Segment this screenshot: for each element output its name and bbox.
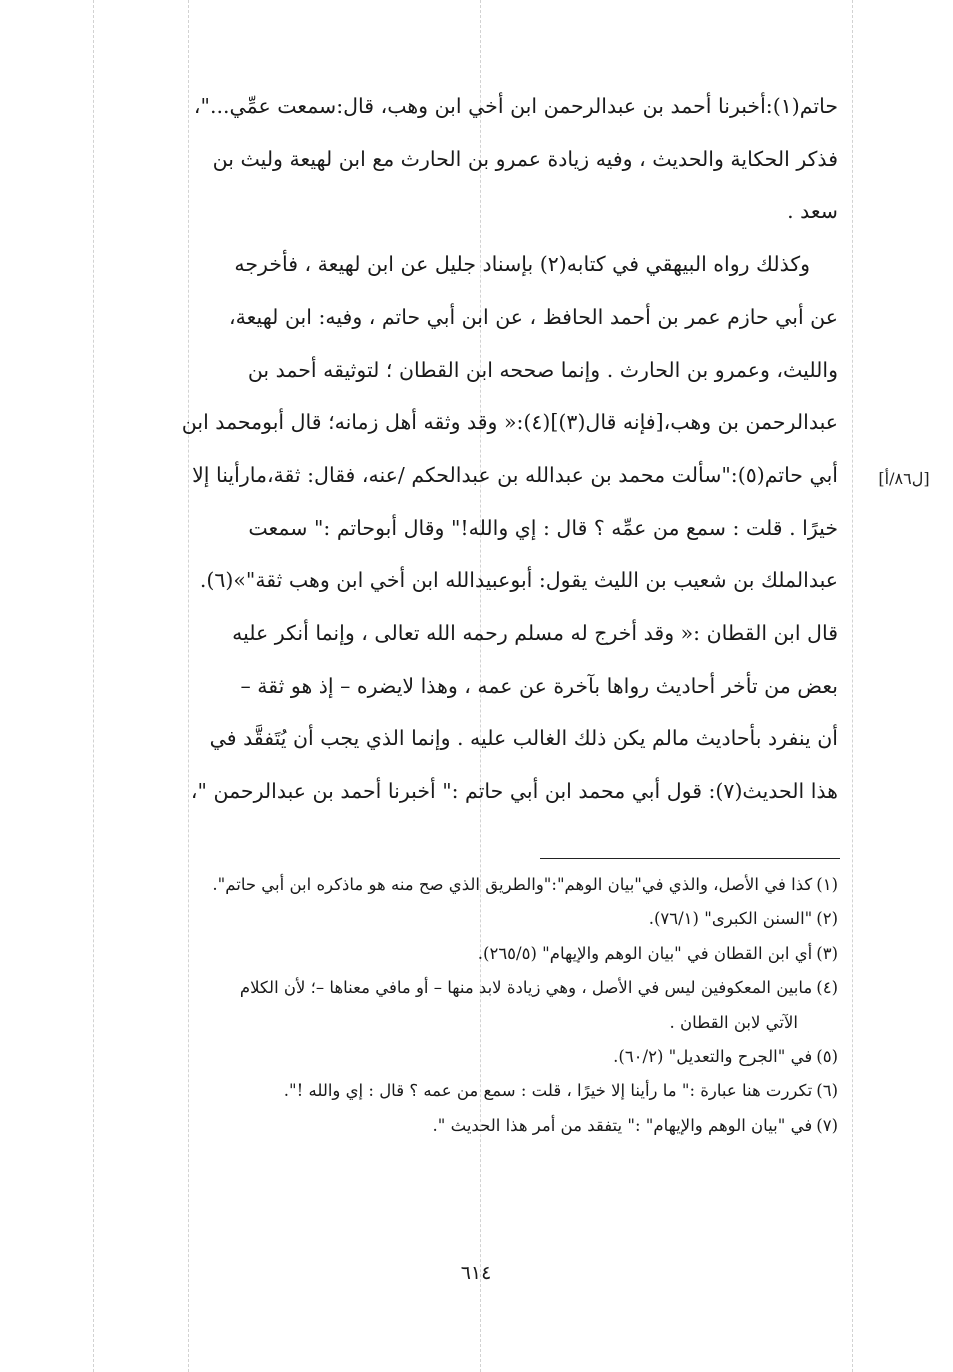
footnote <box>118 971 838 1005</box>
body-line: فذكر الحكاية والحديث ، وفيه زيادة عمرو بن الحارث مع ابن لهيعة وليث بن <box>212 146 838 171</box>
footnote-text: "السنن الكبرى" (٧٦/١). <box>648 909 813 929</box>
footnote-number: (١) <box>816 875 838 894</box>
footnote-text: في "بيان الوهم والإيهام" :" يتفقد من أمر هذا الحديث ". <box>432 1115 813 1135</box>
footnote <box>118 937 838 971</box>
scan-guide-line <box>852 0 853 1372</box>
main-text <box>118 80 838 818</box>
footnote-text: أي ابن القطان في "بيان الوهم والإيهام" (٢٦٥/٥). <box>477 943 813 963</box>
footnote-text: كذا في الأصل، والذي في"بيان الوهم":"والطريق الذي صح منه هو ماذكره ابن أبي حاتم". <box>212 875 813 894</box>
body-line: سعد . <box>787 199 838 224</box>
manuscript-folio-note: [ل٨٦/أ] <box>878 469 930 488</box>
footnote <box>118 868 838 902</box>
footnotes <box>118 868 838 1143</box>
footnote-number: (٥) <box>816 1047 838 1067</box>
footnote-text: الآتي لابن القطان . <box>669 1012 798 1032</box>
footnote <box>118 902 838 936</box>
body-line: خيرًا . قلت : سمع من عمِّه ؟ قال : إي والله!" وقال أبوحاتم :" سمعت <box>248 515 838 540</box>
footnote-number: (٣) <box>816 943 838 963</box>
footnote-number: (٢) <box>816 909 838 929</box>
body-line: أن ينفرد بأحاديث مالم يكن ذلك الغالب عليه . وإنما الذي يجب أن يُتَفقَّد في <box>209 726 838 751</box>
body-line: حاتم(١):أخبرنا أحمد بن عبدالرحمن ابن أخي ابن وهب، قال:سمعت عمِّي..."، <box>193 94 838 118</box>
footnote-number: (٧) <box>816 1115 838 1135</box>
footnote-continuation <box>118 1006 838 1040</box>
footnote-number: (٤) <box>816 978 838 998</box>
body-line: هذا الحديث(٧): قول أبي محمد ابن أبي حاتم :" أخبرنا أحمد بن عبدالرحمن "، <box>190 779 838 804</box>
body-line: أبي حاتم(٥):"سألت محمد بن عبدالله بن عبدالحكم /عنه، فقال: ثقة،مارأينا إلا <box>192 462 838 487</box>
footnote <box>118 1074 838 1108</box>
footnote-text: في "الجرح والتعديل" (٦٠/٢). <box>613 1047 813 1067</box>
body-line: عن أبي حازم عمر بن أحمد الحافظ ، عن ابن أبي حاتم ، وفيه: ابن لهيعة، <box>229 304 838 329</box>
body-line: عبدالملك بن شعيب بن الليث يقول: أبوعبيدالله ابن أخي ابن وهب ثقة"»(٦). <box>199 568 838 593</box>
body-line: وكذلك رواه البيهقي في كتابه(٢) بإسناد جليل عن ابن لهيعة ، فأخرجه <box>234 252 810 277</box>
body-line: قال ابن القطان :« وقد أخرج له مسلم رحمه الله تعالى ، وإنما أنكر عليه <box>232 621 838 646</box>
footnote <box>118 1109 838 1143</box>
body-line: عبدالرحمن بن وهب،[فإنه قال(٣)](٤):« وقد وثقه أهل زمانه؛ قال أبومحمد ابن <box>181 410 838 435</box>
scan-guide-line <box>93 0 94 1372</box>
page-number: ٦١٤ <box>460 1262 492 1284</box>
body-line: والليث، وعمرو بن الحارث . وإنما صححه ابن القطان ؛ لتوثيقه أحمد بن <box>247 357 838 382</box>
footnote-number: (٦) <box>816 1081 838 1101</box>
body-line: بعض من تأخر أحاديث رواها بآخرة عن عمه ، وهذا لايضره – إذ هو ثقة – <box>240 673 838 698</box>
footnote-separator <box>540 858 840 859</box>
footnote-text: تكررت هنا عبارة :" ما رأينا إلا خيرًا ، قلت : سمع من عمه ؟ قال : إي والله !". <box>283 1081 813 1101</box>
footnote-text: مابين المعكوفين ليس في الأصل ، وهي زيادة لابد منها – أو مافي معناها –؛ لأن الكلام <box>239 978 813 998</box>
footnote <box>118 1040 838 1074</box>
